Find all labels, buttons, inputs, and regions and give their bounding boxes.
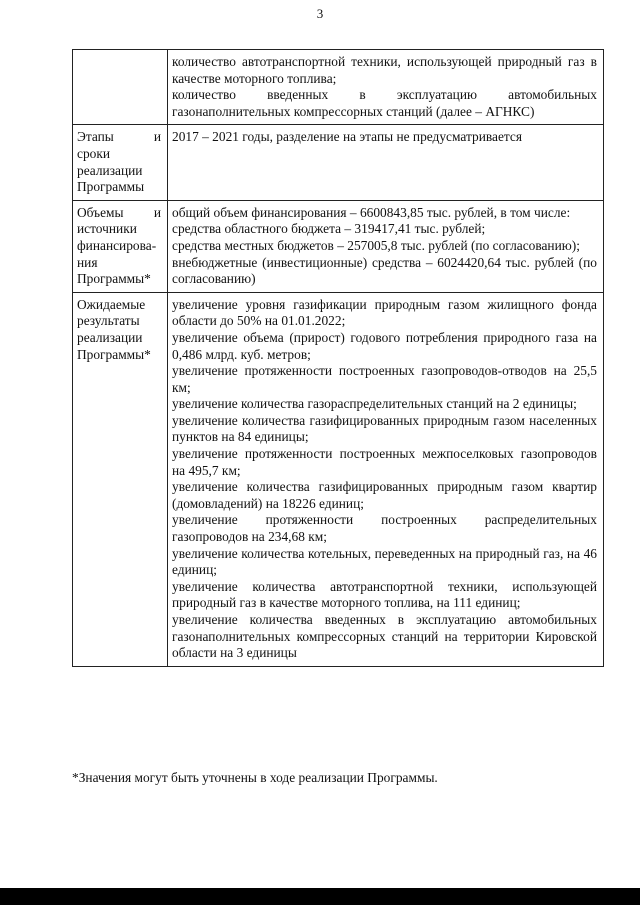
value-line: увеличение количества газифицированных природным газом квартир (домовладений) на 18226 единиц; [172,479,597,511]
value-line: внебюджетные (инвестиционные) средства – 6024420,64 тыс. рублей (по согласованию) [172,254,597,287]
value-line: увеличение количества газифицированных природным газом населенных пунктов на 84 единицы; [172,412,597,445]
row-value-cell [168,50,604,125]
value-line: количество введенных в эксплуатацию автомобильных газонаполнительных компрессорных станций (далее – АГНКС) [172,87,597,119]
label-line: реализации [77,329,143,345]
row-label-cell [73,292,168,666]
value-line: увеличение количества газораспределительных станций на 2 единицы; [172,396,577,412]
label-line: Ожидаемые [77,296,146,312]
value-line: средства областного бюджета – 319417,41 тыс. рублей; [172,221,486,237]
page-number: 3 [316,6,324,21]
table-row [73,292,604,666]
value-line: увеличение протяженности построенных газопроводов-отводов на 25,5 км; [172,363,597,395]
value-line: увеличение уровня газификации природным газом жилищного фонда области до 50% на 01.01.2022; [172,296,597,329]
value-line: увеличение количества автотранспортной техники, использующей природный газ в качестве моторного топлива, на 111 единиц; [172,578,597,611]
table-row [73,50,604,125]
table-row [73,200,604,292]
value-line: увеличение протяженности построенных межпоселковых газопроводов на 495,7 км; [172,446,597,478]
value-line: увеличение объема (прирост) годового потребления природного газа на 0,486 млрд. куб. метров; [172,329,597,362]
label-line: Этапы и [77,129,161,145]
row-label-cell [73,125,168,200]
label-line: финансирова- [77,237,157,253]
label-line: результаты [77,313,140,329]
row-label-cell [73,200,168,292]
value-line: увеличение количества введенных в эксплуатацию автомобильных газонаполнительных компрессорных станций на территории Кировской области на 3 единицы [172,612,597,661]
label-line: сроки [77,145,111,161]
scan-border-bar [0,888,640,905]
table-row [73,125,604,200]
label-line: Программы* [77,346,151,362]
label-line: источники [77,221,137,237]
label-line: Программы* [77,271,151,287]
label-line: Объемы и [77,204,161,220]
program-passport-table [72,49,604,667]
value-line: количество автотранспортной техники, использующей природный газ в качестве моторного топлива; [172,54,597,86]
label-line: Программы [77,179,145,195]
value-line: общий объем финансирования – 6600843,85 тыс. рублей, в том числе: [172,204,571,220]
value-line: увеличение количества котельных, переведенных на природный газ, на 46 единиц; [172,545,597,578]
footnote: *Значения могут быть уточнены в ходе реализации Программы. [72,770,438,785]
row-label-cell [73,50,168,125]
value-line: средства местных бюджетов – 257005,8 тыс. рублей (по согласованию); [172,237,580,253]
row-value-cell [168,200,604,292]
row-value-cell [168,125,604,200]
value-line: 2017 – 2021 годы, разделение на этапы не предусматривается [172,129,523,145]
row-value-cell [168,292,604,666]
label-line: реализации [77,162,143,178]
value-line: увеличение протяженности построенных распределительных газопроводов на 234,68 км; [172,512,597,545]
label-line: ния [77,254,98,270]
